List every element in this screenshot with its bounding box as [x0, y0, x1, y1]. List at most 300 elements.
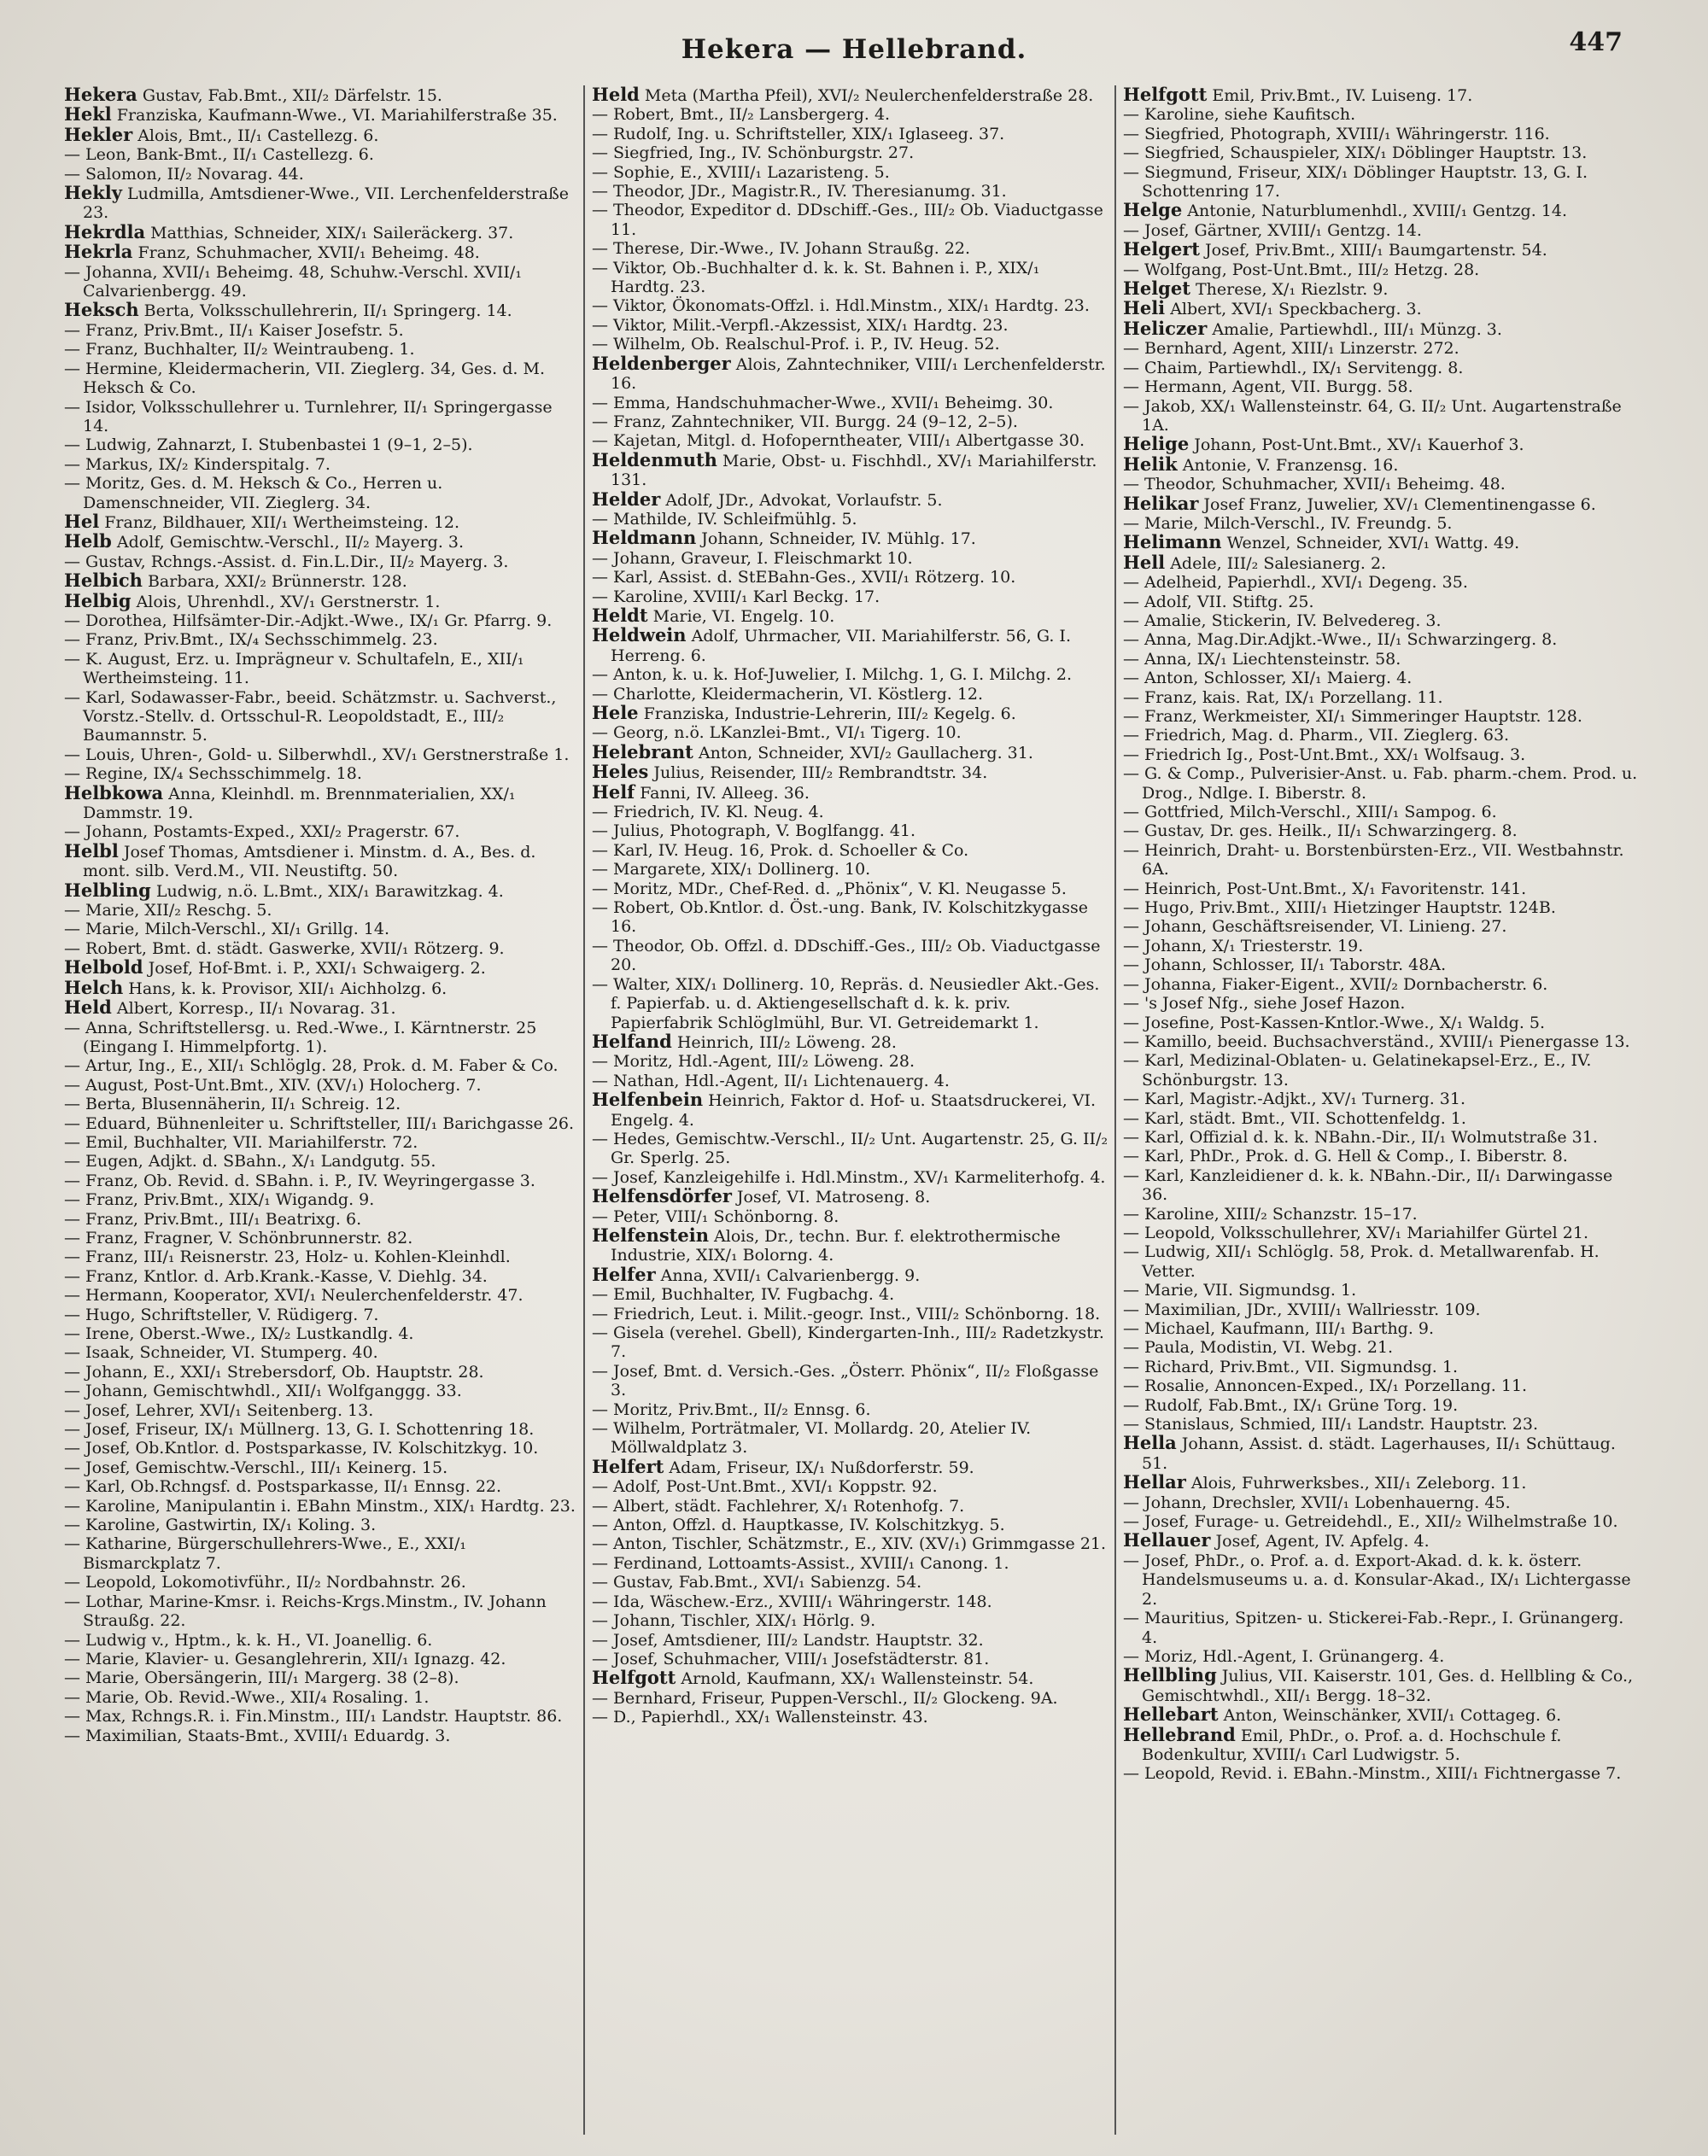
entry-text: — Peter, VIII/₁ Schönborng. 8. — [592, 1207, 839, 1226]
entry-text: — Louis, Uhren-, Gold- u. Silberwhdl., XV/₁ Gerstnerstraße 1. — [64, 745, 570, 764]
entry-text: — Gustav, Dr. ges. Heilk., II/₁ Schwarzingerg. 8. — [1123, 821, 1518, 841]
directory-entry — [1123, 1764, 1640, 1783]
entry-surname: Hellebart — [1123, 1703, 1219, 1726]
entry-surname: Helfand — [592, 1030, 672, 1052]
directory-entry — [592, 296, 1108, 315]
directory-entry — [1123, 1358, 1640, 1376]
entry-text: — Paula, Modistin, VI. Webg. 21. — [1123, 1338, 1394, 1358]
directory-entry — [1123, 650, 1640, 669]
directory-entry — [1123, 1415, 1640, 1434]
directory-entry — [592, 1032, 1108, 1052]
directory-entry — [592, 975, 1108, 1032]
directory-entry — [592, 1052, 1108, 1071]
directory-entry — [1123, 994, 1640, 1013]
directory-entry — [64, 589, 576, 611]
directory-entry — [1123, 533, 1640, 552]
entry-text: — Gisela (verehel. Gbell), Kindergarten-Inh., III/₂ Radetzkystr. 7. — [592, 1323, 1104, 1362]
entry-text: — Anton, k. u. k. Hof-Juwelier, I. Milchg. 1, G. I. Milchg. 2. — [592, 665, 1073, 685]
entry-text: — Franz, Werkmeister, XI/₁ Simmeringer Hauptstr. 128. — [1123, 707, 1582, 726]
entry-text: — Johann, E., XXI/₁ Strebersdorf, Ob. Hauptstr. 28. — [64, 1362, 484, 1382]
entry-surname: Helge — [1123, 199, 1183, 221]
directory-entry — [592, 1323, 1108, 1362]
entry-text: Adam, Friseur, IX/₁ Nußdorferstr. 59. — [664, 1458, 974, 1477]
entry-text: — Stanislaus, Schmied, III/₁ Landstr. Hauptstr. 23. — [1123, 1415, 1539, 1434]
directory-entry — [1123, 1512, 1640, 1531]
directory-entry — [1123, 1109, 1640, 1128]
directory-entry — [64, 1382, 576, 1400]
entry-text: Franz, Bildhauer, XII/₁ Wertheimsteing. 12. — [99, 512, 460, 532]
entry-text: — Salomon, II/₂ Novarag. 44. — [64, 164, 304, 184]
directory-entry — [64, 359, 576, 398]
directory-entry — [592, 1455, 1108, 1477]
directory-entry — [1123, 494, 1640, 514]
entry-text: — Wolfgang, Post-Unt.Bmt., III/₂ Hetzg. 28. — [1123, 260, 1480, 279]
entry-text: Anton, Weinschänker, XVII/₁ Cottageg. 6. — [1218, 1706, 1562, 1726]
entry-text: — Albert, städt. Fachlehrer, X/₁ Rotenhofg. 7. — [592, 1496, 965, 1516]
entry-text: — Margarete, XIX/₁ Dollinerg. 10. — [592, 860, 871, 879]
entry-text: — Moriz, Hdl.-Agent, I. Grünangerg. 4. — [1123, 1646, 1445, 1666]
directory-entry — [1123, 125, 1640, 143]
entry-text: Josef, Agent, IV. Apfelg. 4. — [1210, 1532, 1430, 1551]
entry-text: — Katharine, Bürgerschullehrers-Wwe., E., XXI/₁ Bismarckplatz 7. — [64, 1534, 467, 1573]
entry-text: — Friedrich, Leut. i. Milit.-geogr. Inst., VIII/₂ Schönborng. 18. — [592, 1304, 1101, 1323]
entry-surname: Helimann — [1123, 531, 1222, 553]
entry-surname: Hellauer — [1123, 1529, 1211, 1551]
directory-entry — [64, 165, 576, 184]
directory-entry — [1123, 630, 1640, 649]
entry-surname: Helf — [592, 780, 635, 803]
entry-text: — Kajetan, Mitgl. d. Hofoperntheater, VIII/₁ Albertgasse 30. — [592, 431, 1085, 451]
directory-entry — [1123, 1609, 1640, 1647]
directory-entry — [1123, 475, 1640, 494]
entry-text: Marie, Obst- u. Fischhdl., XV/₁ Mariahilferstr. 131. — [611, 451, 1097, 490]
directory-entry — [64, 1727, 576, 1745]
entry-text: — G. & Comp., Pulverisier-Anst. u. Fab. pharm.-chem. Prod. u. Drog., Ndlge. I. Biberstr. 8. — [1123, 764, 1638, 803]
entry-text: — Karl, Assist. d. StEBahn-Ges., XVII/₁ Rötzerg. 10. — [592, 568, 1016, 587]
entry-text: — Johanna, XVII/₁ Beheimg. 48, Schuhw.-Verschl. XVII/₁ Calvarienbergg. 49. — [64, 262, 522, 301]
directory-entry — [592, 1072, 1108, 1090]
entry-text: — Markus, IX/₂ Kinderspitalg. 7. — [64, 454, 330, 474]
directory-entry — [592, 1187, 1108, 1207]
directory-entry — [592, 879, 1108, 898]
directory-entry — [1123, 85, 1640, 105]
entry-text: — Wilhelm, Porträtmaler, VI. Mollardg. 20, Atelier IV. Möllwaldplatz 3. — [592, 1419, 1032, 1458]
directory-entry — [592, 1592, 1108, 1611]
entry-surname: Helgert — [1123, 238, 1200, 260]
directory-entry — [592, 803, 1108, 821]
entry-text: — Hermine, Kleidermacherin, VII. Zieglerg. 34, Ges. d. M. Heksch & Co. — [64, 359, 545, 398]
entry-text: — Josef, Ob.Kntlor. d. Postsparkasse, IV. Kolschitzkyg. 10. — [64, 1439, 539, 1458]
directory-entry — [64, 435, 576, 454]
entry-text: — Siegfried, Schauspieler, XIX/₁ Döblinger Hauptstr. 13. — [1123, 143, 1588, 163]
entry-text: — Josef, Bmt. d. Versich.-Ges. „Österr. Phönix“, II/₂ Floßgasse 3. — [592, 1361, 1099, 1400]
column-divider — [583, 85, 585, 2135]
entry-text: — Amalie, Stickerin, IV. Belvedereg. 3. — [1123, 611, 1442, 630]
entry-text: — Leopold, Revid. i. EBahn.-Minstm., XIII/₁ Fichtnergasse 7. — [1123, 1764, 1622, 1784]
entry-text: — Hugo, Priv.Bmt., XIII/₁ Hietzinger Hauptstr. 124B. — [1123, 898, 1556, 918]
directory-entry — [1123, 1647, 1640, 1666]
entry-surname: Held — [592, 85, 640, 105]
directory-entry — [1123, 1051, 1640, 1090]
entry-text: Wenzel, Schneider, XVI/₁ Wattg. 49. — [1221, 534, 1520, 553]
directory-entry — [64, 1534, 576, 1573]
entry-text: — Bernhard, Friseur, Puppen-Verschl., II/₂ Glockeng. 9A. — [592, 1688, 1058, 1708]
entry-text: Ludmilla, Amtsdiener-Wwe., VII. Lerchenfelderstraße 23. — [83, 184, 570, 223]
entry-text: — Heinrich, Draht- u. Borstenbürsten-Erz., VII. Westbahnstr. 6A. — [1123, 840, 1624, 879]
entry-surname: Helfensdörfer — [592, 1185, 732, 1207]
directory-entry — [64, 1229, 576, 1247]
directory-entry — [64, 1573, 576, 1592]
directory-entry — [592, 394, 1108, 412]
entry-text: Julius, Reisender, III/₂ Rembrandtstr. 34. — [648, 763, 988, 783]
directory-entry — [592, 163, 1108, 182]
directory-entry — [64, 745, 576, 764]
entry-text: Franziska, Kaufmann-Wwe., VI. Mariahilferstraße 35. — [111, 106, 558, 126]
directory-entry — [64, 1668, 576, 1687]
directory-entry — [64, 1095, 576, 1113]
entry-surname: Helbich — [64, 570, 143, 592]
entry-text: — Sophie, E., XVIII/₁ Lazaristeng. 5. — [592, 162, 890, 182]
directory-entry — [592, 723, 1108, 742]
entry-text: — Gustav, Rchngs.-Assist. d. Fin.L.Dir., II/₂ Mayerg. 3. — [64, 552, 509, 571]
directory-entry — [592, 510, 1108, 529]
directory-entry — [64, 781, 576, 823]
directory-entry — [1123, 1300, 1640, 1319]
entry-text: Therese, X/₁ Riezlstr. 9. — [1190, 280, 1389, 300]
entry-text: — Julius, Photograph, V. Boglfangg. 41. — [592, 821, 916, 841]
entry-text: — Wilhelm, Ob. Realschul-Prof. i. P., IV. Heug. 52. — [592, 335, 1000, 354]
directory-entry — [1123, 898, 1640, 917]
directory-entry — [64, 1650, 576, 1668]
entry-surname: Heksch — [64, 299, 139, 321]
directory-entry — [592, 937, 1108, 975]
entry-text: — Leopold, Lokomotivführ., II/₂ Nordbahnstr. 26. — [64, 1573, 466, 1592]
entry-text: — Mathilde, IV. Schleifmühlg. 5. — [592, 509, 857, 529]
directory-entry — [64, 1171, 576, 1190]
entry-text: — Friedrich, IV. Kl. Neug. 4. — [592, 803, 824, 822]
entry-text: — Karl, IV. Heug. 16, Prok. d. Schoeller & Co. — [592, 840, 969, 860]
entry-text: — Marie, VII. Sigmundsg. 1. — [1123, 1281, 1357, 1300]
entry-text: — Robert, Bmt. d. städt. Gaswerke, XVII/₁ Rötzerg. 9. — [64, 938, 505, 958]
entry-text: — Franz, Priv.Bmt., III/₁ Beatrixg. 6. — [64, 1209, 362, 1229]
entry-text: — Karoline, Gastwirtin, IX/₁ Koling. 3. — [64, 1516, 377, 1535]
directory-entry — [64, 145, 576, 164]
directory-entry — [1123, 1205, 1640, 1224]
directory-entry — [64, 1306, 576, 1324]
directory-entry — [1123, 1319, 1640, 1338]
entry-text: — Viktor, Ökonomats-Offzl. i. Hdl.Minstm., XIX/₁ Hardtg. 23. — [592, 296, 1090, 316]
directory-entry — [64, 1631, 576, 1650]
directory-entry — [592, 1168, 1108, 1187]
entry-text: — Karoline, XVIII/₁ Karl Beckg. 17. — [592, 587, 880, 606]
directory-entry — [592, 549, 1108, 568]
directory-entry — [1123, 553, 1640, 573]
directory-entry — [1123, 917, 1640, 936]
entry-text: — Eduard, Bühnenleiter u. Schriftsteller, III/₁ Barichgasse 26. — [64, 1113, 575, 1133]
entry-text: — K. August, Erz. u. Imprägneur v. Schultafeln, E., XII/₁ Wertheimsteing. 11. — [64, 649, 524, 688]
entry-surname: Hella — [1123, 1432, 1177, 1454]
entry-text: — Hugo, Schriftsteller, V. Rüdigerg. 7. — [64, 1305, 379, 1324]
entry-surname: Helfenbein — [592, 1089, 704, 1111]
running-title: Hekera — Hellebrand. — [681, 34, 1027, 65]
directory-entry — [1123, 573, 1640, 592]
directory-entry — [64, 958, 576, 978]
entry-surname: Hekly — [64, 182, 122, 204]
page-number: 447 — [1569, 27, 1623, 57]
entry-text: — Eugen, Adjkt. d. SBahn., X/₁ Landgutg. 55. — [64, 1152, 436, 1171]
entry-text: — Moritz, Priv.Bmt., II/₂ Ennsg. 6. — [592, 1399, 871, 1419]
directory-entry — [592, 568, 1108, 587]
entry-surname: Hellar — [1123, 1471, 1186, 1493]
entry-text: — Johann, X/₁ Triesterstr. 19. — [1123, 936, 1364, 955]
directory-entry — [592, 1573, 1108, 1592]
directory-entry — [592, 626, 1108, 665]
directory-entry — [592, 898, 1108, 937]
directory-entry — [1123, 1128, 1640, 1147]
directory-entry — [64, 1190, 576, 1209]
directory-entry — [64, 1688, 576, 1707]
entry-surname: Heli — [1123, 297, 1166, 319]
entry-text: Johann, Schneider, IV. Mühlg. 17. — [696, 529, 976, 549]
entry-text: Anna, Kleinhdl. m. Brennmaterialien, XX/₁ Dammstr. 19. — [83, 784, 516, 823]
page-header — [0, 27, 1708, 68]
directory-entry — [592, 490, 1108, 510]
directory-entry — [1123, 1434, 1640, 1473]
entry-text: — Adolf, VII. Stiftg. 25. — [1123, 592, 1314, 611]
directory-entry — [1123, 688, 1640, 707]
directory-entry — [1123, 975, 1640, 994]
entry-text: — Franz, Priv.Bmt., IX/₄ Sechsschimmelg. 23. — [64, 630, 438, 650]
directory-entry — [1123, 299, 1640, 318]
entry-text: — Berta, Blusennäherin, II/₁ Schreig. 12. — [64, 1095, 401, 1114]
directory-entry — [592, 860, 1108, 879]
directory-entry — [1123, 105, 1640, 124]
entry-text: — Robert, Ob.Kntlor. d. Öst.-ung. Bank, IV. Kolschitzkygasse 16. — [592, 898, 1088, 937]
entry-text: — Theodor, Schuhmacher, XVII/₁ Beheimg. 48. — [1123, 475, 1506, 494]
directory-entry — [592, 1226, 1108, 1265]
directory-entry — [592, 431, 1108, 450]
directory-entry — [1123, 1014, 1640, 1032]
entry-text: Adolf, Gemischtw.-Verschl., II/₂ Mayerg. 3. — [111, 533, 465, 552]
entry-surname: Hekera — [64, 85, 137, 105]
entry-text: — Josef, Amtsdiener, III/₂ Landstr. Hauptstr. 32. — [592, 1630, 984, 1650]
directory-entry — [64, 1133, 576, 1152]
entry-text: Albert, Korresp., II/₁ Novarag. 31. — [111, 999, 396, 1019]
entry-text: — Ludwig, Zahnarzt, I. Stubenbastei 1 (9–1, 2–5). — [64, 435, 473, 455]
directory-entry — [1123, 279, 1640, 299]
entry-text: — Anna, Schriftstellersg. u. Red.-Wwe., I. Kärntnerstr. 25 (Eingang I. Himmelpfortg. 1). — [64, 1018, 537, 1056]
directory-entry — [1123, 1281, 1640, 1300]
entry-text: — Viktor, Ob.-Buchhalter d. k. k. St. Bahnen i. P., XIX/₁ Hardtg. 23. — [592, 258, 1040, 297]
entry-text: — Adolf, Post-Unt.Bmt., XVI/₁ Koppstr. 92. — [592, 1477, 938, 1497]
entry-text: — Friedrich Ig., Post-Unt.Bmt., XX/₁ Wolfsaug. 3. — [1123, 745, 1526, 764]
entry-text: — Franz, III/₁ Reisnerstr. 23, Holz- u. Kohlen-Kleinhdl. — [64, 1247, 511, 1267]
entry-text: Emil, PhDr., o. Prof. a. d. Hochschule f. Bodenkultur, XVIII/₁ Carl Ludwigstr. 5. — [1142, 1726, 1562, 1764]
entry-surname: Hekrdla — [64, 220, 146, 242]
entry-text: Josef, Priv.Bmt., XIII/₁ Baumgartenstr. 54. — [1200, 241, 1547, 260]
directory-entry — [1123, 377, 1640, 396]
entry-text: — Karl, Sodawasser-Fabr., beeid. Schätzmstr. u. Sachverst., Vorstz.-Stellv. d. Ortsschul-R. Leopoldstadt, E., III/₂ Baumannstr. 5. — [64, 687, 557, 745]
entry-text: — Richard, Priv.Bmt., VII. Sigmundsg. 1. — [1123, 1357, 1458, 1376]
directory-entry — [1123, 1493, 1640, 1512]
directory-entry — [592, 821, 1108, 840]
entry-text: — 's Josef Nfg., siehe Josef Hazon. — [1123, 994, 1406, 1014]
directory-entry — [1123, 1032, 1640, 1051]
entry-text: — Siegfried, Photograph, XVIII/₁ Währingerstr. 116. — [1123, 124, 1550, 143]
entry-text: Heinrich, Faktor d. Hof- u. Staatsdruckerei, VI. Engelg. 4. — [611, 1091, 1097, 1130]
entry-text: Josef Thomas, Amtsdiener i. Minstm. d. A., Bes. d. mont. silb. Verd.M., VII. Neustiftg. 50. — [83, 842, 536, 881]
entry-text: — Robert, Bmt., II/₂ Lansbergerg. 4. — [592, 105, 891, 125]
entry-text: — Franz, Kntlor. d. Arb.Krank.-Kasse, V. Diehlg. 34. — [64, 1266, 488, 1286]
directory-entry — [592, 448, 1108, 490]
entry-text: — Artur, Ing., E., XII/₁ Schlöglg. 28, Prok. d. M. Faber & Co. — [64, 1056, 559, 1076]
entry-text: Ludwig, n.ö. L.Bmt., XIX/₁ Barawitzkag. 4. — [150, 881, 504, 901]
entry-text: — Franz, kais. Rat, IX/₁ Porzellang. 11. — [1123, 687, 1443, 707]
entry-text: — Karoline, XIII/₂ Schanzstr. 15–17. — [1123, 1204, 1418, 1224]
directory-entry — [592, 529, 1108, 548]
directory-entry — [1123, 143, 1640, 162]
entry-text: — Ferdinand, Lottoamts-Assist., XVIII/₁ Canong. 1. — [592, 1553, 1009, 1573]
entry-text: — Gottfried, Milch-Verschl., XIII/₁ Sampog. 6. — [1123, 803, 1497, 822]
directory-entry — [64, 1497, 576, 1516]
directory-entry — [64, 1401, 576, 1420]
entry-text: — Franz, Fragner, V. Schönbrunnerstr. 82. — [64, 1228, 413, 1247]
entry-text: — Ludwig v., Hptm., k. k. H., VI. Joanellig. 6. — [64, 1630, 433, 1650]
directory-entry — [1123, 1166, 1640, 1205]
entry-text: Antonie, V. Franzensg. 16. — [1177, 455, 1399, 475]
directory-entry — [592, 1400, 1108, 1419]
entry-text: — Viktor, Milit.-Verpfl.-Akzessist, XIX/₁ Hardtg. 23. — [592, 315, 1009, 335]
entry-text: — Friedrich, Mag. d. Pharm., VII. Zieglerg. 63. — [1123, 726, 1510, 745]
directory-entry — [1123, 745, 1640, 764]
entry-text: — Marie, Milch-Verschl., IV. Freundg. 5. — [1123, 513, 1453, 533]
directory-entry — [1123, 397, 1640, 435]
entry-surname: Helfer — [592, 1263, 656, 1285]
directory-entry — [1123, 1666, 1640, 1705]
entry-text: Alois, Fuhrwerksbes., XII/₁ Zeleborg. 11. — [1185, 1474, 1527, 1493]
directory-entry — [64, 1076, 576, 1095]
directory-entry — [1123, 359, 1640, 377]
entry-text: Franz, Schuhmacher, XVII/₁ Beheimg. 48. — [132, 243, 480, 263]
entry-text: — Josef, Gemischtw.-Verschl., III/₁ Keinerg. 15. — [64, 1458, 448, 1477]
entry-text: — Theodor, Ob. Offzl. d. DDschiff.-Ges., III/₂ Ob. Viaductgasse 20. — [592, 936, 1101, 975]
entry-text: — Franz, Ob. Revid. d. SBahn. i. P., IV. Weyringergasse 3. — [64, 1171, 535, 1190]
entry-surname: Hell — [1123, 551, 1166, 573]
entry-text: — Gustav, Fab.Bmt., XVI/₁ Sabienzg. 54. — [592, 1573, 922, 1592]
entry-text: — Emil, Buchhalter, VII. Mariahilferstr. 72. — [64, 1132, 418, 1152]
entry-text: — Anton, Offzl. d. Hauptkasse, IV. Kolschitzkyg. 5. — [592, 1516, 1005, 1535]
entry-text: — Franz, Priv.Bmt., II/₁ Kaiser Josefstr. 5. — [64, 320, 404, 340]
entry-text: Alois, Dr., techn. Bur. f. elektrothermische Industrie, XIX/₁ Bolorng. 4. — [611, 1226, 1061, 1265]
directory-entry — [64, 398, 576, 436]
directory-entry — [1123, 455, 1640, 475]
entry-text: — Emil, Buchhalter, IV. Fugbachg. 4. — [592, 1285, 895, 1305]
entry-text: — Anna, Mag.Dir.Adjkt.-Wwe., II/₁ Schwarzingerg. 8. — [1123, 630, 1558, 650]
entry-text: — Johann, Geschäftsreisender, VI. Linieng. 27. — [1123, 917, 1507, 937]
directory-entry — [1123, 435, 1640, 454]
directory-entry — [1123, 1531, 1640, 1551]
entry-text: — Josef, Lehrer, XVI/₁ Seitenberg. 13. — [64, 1400, 374, 1420]
entry-surname: Helik — [1123, 453, 1178, 475]
directory-entry — [64, 571, 576, 591]
directory-entry — [64, 1439, 576, 1458]
directory-entry — [1123, 221, 1640, 240]
directory-entry — [64, 455, 576, 474]
directory-entry — [64, 1707, 576, 1726]
entry-text: — Moritz, Ges. d. M. Heksch & Co., Herren u. Damenschneider, VII. Zieglerg. 34. — [64, 474, 443, 512]
entry-text: Antonie, Naturblumenhdl., XVIII/₁ Gentzg. 14. — [1182, 202, 1568, 221]
entry-text: — Marie, Ob. Revid.-Wwe., XII/₄ Rosaling. 1. — [64, 1687, 430, 1707]
entry-text: — Maximilian, Staats-Bmt., XVIII/₁ Eduardg. 3. — [64, 1726, 451, 1745]
entry-text: — Regine, IX/₄ Sechsschimmelg. 18. — [64, 764, 362, 784]
directory-entry — [1123, 937, 1640, 955]
directory-entry — [1123, 163, 1640, 202]
entry-text: Emil, Priv.Bmt., IV. Luiseng. 17. — [1207, 86, 1473, 105]
directory-entry — [592, 1305, 1108, 1323]
entry-text: — Johann, Gemischtwhdl., XII/₁ Wolfganggg. 33. — [64, 1382, 462, 1401]
entry-text: — Josefine, Post-Kassen-Kntlor.-Wwe., X/₁ Waldg. 5. — [1123, 1013, 1546, 1032]
entry-text: — Irene, Oberst.-Wwe., IX/₂ Lustkandlg. 4. — [64, 1324, 414, 1343]
entry-text: Arnold, Kaufmann, XX/₁ Wallensteinstr. 54. — [676, 1669, 1034, 1689]
entry-surname: Hele — [592, 702, 639, 723]
directory-entry — [592, 125, 1108, 143]
directory-entry — [592, 1516, 1108, 1534]
entry-text: — Theodor, Expeditor d. DDschiff.-Ges., III/₂ Ob. Viaductgasse 11. — [592, 201, 1103, 239]
directory-entry — [592, 412, 1108, 431]
entry-text: — Rudolf, Fab.Bmt., IX/₁ Grüne Torg. 19. — [1123, 1395, 1459, 1415]
directory-entry — [592, 1534, 1108, 1553]
directory-entry — [592, 740, 1108, 762]
directory-entry — [1123, 1338, 1640, 1357]
entry-text: — Franz, Buchhalter, II/₂ Weintraubeng. 1. — [64, 340, 415, 359]
entry-text: — Josef, Friseur, IX/₁ Müllnerg. 13, G. I. Schottenring 18. — [64, 1420, 535, 1440]
directory-entry — [592, 841, 1108, 860]
directory-entry — [1123, 1224, 1640, 1242]
entry-text: — Karl, Magistr.-Adjkt., XV/₁ Turnerg. 31. — [1123, 1090, 1466, 1109]
directory-entry — [64, 220, 576, 242]
entry-text: — Hedes, Gemischtw.-Verschl., II/₂ Unt. Augartenstr. 25, G. II/₂ Gr. Sperlg. 25. — [592, 1129, 1108, 1168]
entry-surname: Heldenmuth — [592, 448, 717, 470]
entry-text: Berta, Volksschullehrerin, II/₁ Springerg. 14. — [138, 301, 512, 321]
entry-text: — Therese, Dir.-Wwe., IV. Johann Straußg. 22. — [592, 239, 971, 259]
entry-text: — Maximilian, JDr., XVIII/₁ Wallriesstr. 109. — [1123, 1300, 1481, 1319]
directory-entry — [64, 650, 576, 688]
entry-text: — Siegmund, Friseur, XIX/₁ Döblinger Hauptstr. 13, G. I. Schottenring 17. — [1123, 162, 1588, 202]
directory-entry — [592, 201, 1108, 239]
column-2 — [592, 85, 1108, 2139]
directory-entry — [64, 976, 576, 998]
entry-text: — Karl, Medizinal-Oblaten- u. Gelatinekapsel-Erz., E., IV. Schönburgstr. 13. — [1123, 1051, 1592, 1090]
directory-entry — [64, 263, 576, 301]
entry-text: — August, Post-Unt.Bmt., XIV. (XV/₁) Holocherg. 7. — [64, 1075, 482, 1095]
directory-entry — [1123, 803, 1640, 821]
directory-entry — [592, 606, 1108, 626]
directory-entry — [1123, 1551, 1640, 1609]
directory-entry — [592, 182, 1108, 201]
entry-text: — Isaak, Schneider, VI. Stumperg. 40. — [64, 1343, 378, 1363]
directory-entry — [592, 1708, 1108, 1727]
entry-text: — D., Papierhdl., XX/₁ Wallensteinstr. 43. — [592, 1708, 928, 1727]
directory-entry — [1123, 1723, 1640, 1765]
entry-text: — Marie, XII/₂ Reschg. 5. — [64, 901, 272, 920]
directory-entry — [64, 1286, 576, 1305]
directory-entry — [64, 688, 576, 745]
directory-entry — [592, 354, 1108, 394]
entry-text: — Isidor, Volksschullehrer u. Turnlehrer, II/₁ Springergasse 14. — [64, 397, 553, 435]
entry-surname: Helfgott — [592, 1667, 676, 1689]
entry-surname: Hekl — [64, 103, 112, 126]
entry-surname: Helch — [64, 976, 124, 998]
